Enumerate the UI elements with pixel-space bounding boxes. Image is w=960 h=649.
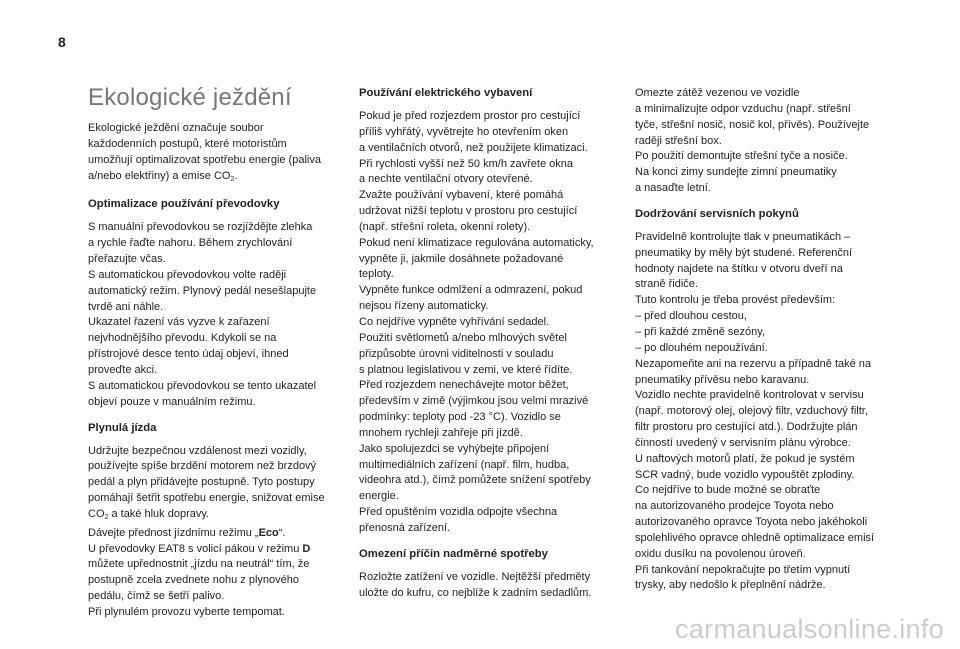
text-line: autorizovaného opravce Toyota nebo jakéhokoli	[635, 516, 868, 529]
column-2	[359, 86, 621, 601]
text-line: pneumatiky přívěsu nebo karavanu.	[635, 373, 810, 386]
text-line: teploty.	[359, 268, 394, 281]
text-line: videohra atd.), čímž pomůžete snížení spotřeby	[359, 474, 591, 487]
watermark: carmanualsonline.info	[675, 614, 944, 644]
list-item: – před dlouhou cestou,	[635, 310, 747, 323]
text-line: a nasaďte letní.	[635, 182, 711, 195]
text-line: Pravidelně kontrolujte tlak v pneumatikách –	[635, 230, 851, 243]
text-line: Při rychlosti vyšší než 50 km/h zavřete okna	[359, 157, 573, 170]
text-line: přenosná zařízení.	[359, 521, 451, 534]
text-line: Před opuštěním vozidla odpojte všechna	[359, 506, 558, 519]
text-line: nejvhodnějšího převodu. Kdykoli se na	[88, 332, 277, 345]
text-line: Udržujte bezpečnou vzdálenost mezi vozidly,	[88, 444, 307, 457]
list-item: – při každé změně sezóny,	[635, 325, 766, 338]
text-line: raději střešní box.	[635, 134, 722, 147]
text-line: Nezapomeňte ani na rezervu a případně také na	[635, 357, 872, 370]
text-line: udržovat nižší teplotu v prostoru pro cestující	[359, 205, 578, 218]
text-line: proveďte akci.	[88, 363, 158, 376]
text-line: energie.	[359, 490, 399, 503]
text-line: SCR vadný, bude vozidlo vypouštět zplodiny.	[635, 468, 855, 481]
text-line: každodenních postupů, které motoristům	[88, 137, 287, 150]
text-line: uložte do kufru, co nejblíže k zadním sedadlům.	[359, 586, 592, 599]
text-fragment: U převodovky EAT8 s volicí pákou v režimu	[88, 542, 303, 555]
intro-paragraph	[88, 121, 350, 187]
text-line: objeví pouze v manuálním režimu.	[88, 395, 256, 408]
section-heading-overconsumption: Omezení příčin nadměrné spotřeby	[359, 547, 548, 560]
text-line: a rychle řaďte nahoru. Během zrychlování	[88, 237, 293, 250]
text-line: Rozložte zatížení ve vozidle. Nejtěžší předměty	[359, 570, 591, 583]
list-item: – po dlouhém nepoužívání.	[635, 341, 768, 354]
text-line: Zvažte používání vybavení, které pomáhá	[359, 189, 564, 202]
text-line: spolehlivého opravce ohledně optimalizace emisí	[635, 531, 875, 544]
text-fragment: a také hluk dopravy.	[108, 507, 210, 520]
text-line: můžete upřednostnit „jízdu na neutrál“ tím, že	[88, 558, 310, 571]
overconsumption-paragraph-a	[359, 570, 621, 602]
text-fragment: CO	[88, 507, 105, 520]
text-line	[88, 542, 350, 558]
text-line: příliš vyhřátý, vyvětrejte ho otevřením oken	[359, 125, 569, 138]
page-number: 8	[58, 34, 66, 50]
section-heading-service: Dodržování servisních pokynů	[635, 207, 799, 220]
text-line: Pokud není klimatizace regulována automaticky,	[359, 236, 594, 249]
text-line: a minimalizujte odpor vzduchu (např. střešní	[635, 102, 851, 115]
text-line: S manuální převodovkou se rozjíždějte zlehka	[88, 221, 313, 234]
text-line	[88, 526, 350, 542]
service-paragraph	[635, 230, 897, 594]
text-line: tvrdě ani náhle.	[88, 300, 164, 313]
text-fragment: a/nebo elektřiny) a emise CO	[88, 169, 231, 182]
text-line: Vypněte funkce odmlžení a odmrazení, pokud	[359, 284, 583, 297]
text-fragment: “.	[278, 526, 286, 539]
text-line: U naftových motorů platí, že pokud je systém	[635, 452, 855, 465]
text-line: podmínky: teploty pod -23 °C). Vozidlo se	[359, 411, 561, 424]
text-line: a ventilačních otvorů, než použijete klimatizaci.	[359, 141, 588, 154]
overconsumption-paragraph-b	[635, 86, 897, 197]
column-1	[88, 84, 350, 621]
text-line: na autorizovaného prodejce Toyota nebo	[635, 500, 834, 513]
text-line	[88, 507, 350, 526]
text-line: pedálu, čímž se šetří palivo.	[88, 590, 225, 603]
text-fragment: Dávejte přednost jízdnímu režimu „	[88, 526, 259, 539]
text-line: S automatickou převodovkou se tento ukazatel	[88, 379, 317, 392]
text-line: činností uvedený v servisním plánu výrobce.	[635, 436, 851, 449]
text-line: Ekologické ježdění označuje soubor	[88, 122, 264, 134]
page-title: Ekologické ježdění	[88, 84, 292, 111]
text-line: Při plynulém provozu vyberte tempomat.	[88, 605, 285, 618]
text-line: Co nejdříve to bude možné se obraťte	[635, 484, 821, 497]
gearbox-paragraph	[88, 220, 350, 410]
text-line: mnohem rychleji zahřeje při jízdě.	[359, 426, 523, 439]
text-line: Vozidlo nechte pravidelně kontrolovat v servisu	[635, 389, 864, 402]
text-line: vypněte ji, jakmile dosáhnete požadované	[359, 252, 564, 265]
column-3	[635, 86, 897, 594]
text-line: postupně zcela zvednete nohu z plynového	[88, 574, 299, 587]
text-line: multimediálních zařízení (např. film, hudba,	[359, 458, 570, 471]
text-line: straně řidiče.	[635, 278, 698, 291]
text-line: tyče, střešní nosič, nosič kol, přívěs). Používejte	[635, 118, 870, 131]
section-heading-gearbox: Optimalizace používání převodovky	[88, 198, 280, 211]
text-line: nejsou řízeny automaticky.	[359, 300, 489, 313]
text-line: přístrojové desce tento údaj objeví, ihned	[88, 348, 289, 361]
text-line: hodnoty najdete na štítku v otvoru dveří na	[635, 262, 843, 275]
subscript: 2	[230, 175, 235, 183]
text-line: Co nejdříve vypněte vyhřívání sedadel.	[359, 315, 550, 328]
text-line: přizpůsobte úrovni viditelnosti v souladu	[359, 347, 554, 360]
text-line: a nechte ventilační otvory otevřené.	[359, 173, 533, 186]
section-heading-electric: Používání elektrického vybavení	[359, 87, 533, 99]
text-line: Omezte zátěž vezenou ve vozidle	[635, 87, 800, 99]
text-line: Použití světlometů a/nebo mlhových světel	[359, 331, 567, 344]
text-line: Ukazatel řazení vás vyzve k zařazení	[88, 316, 270, 329]
text-line: Na konci zimy sundejte zimní pneumatiky	[635, 166, 837, 179]
text-line: Pokud je před rozjezdem prostor pro cestující	[359, 110, 581, 122]
text-line: umožňují optimalizovat spotřebu energie (paliva	[88, 153, 321, 166]
text-line: filtr prostoru pro cestující atd.). Dodržujte plán	[635, 421, 858, 434]
text-line: především v zimě (výjimkou jsou velmi mrazivé	[359, 395, 589, 408]
text-line: Při tankování nepokračujte po třetím vypnutí	[635, 563, 851, 576]
text-line: Po použití demontujte střešní tyče a nosiče.	[635, 150, 848, 163]
text-line: s platnou legislativou v zemi, ve které řídíte.	[359, 363, 573, 376]
section-heading-smooth-driving: Plynulá jízda	[88, 421, 157, 434]
text-line: trysky, aby nedošlo k přeplnění nádrže.	[635, 579, 826, 592]
text-line	[88, 169, 350, 188]
smooth-driving-paragraph	[88, 444, 350, 621]
subscript: 2	[104, 513, 109, 521]
text-line: S automatickou převodovkou volte raději	[88, 268, 287, 281]
text-line: oxidu dusíku na povolenou úroveň.	[635, 547, 806, 560]
text-line: pomáhají šetřit spotřebu energie, snižovat emise	[88, 492, 325, 505]
text-line: Jako spolujezdci se vyhýbejte připojení	[359, 442, 550, 455]
text-line: pedál a plyn přidávejte postupně. Tyto postupy	[88, 476, 315, 489]
electric-paragraph	[359, 109, 621, 537]
text-line: (např. střešní roleta, okenní rolety).	[359, 220, 531, 233]
text-line: automatický režim. Plynový pedál nesešlapujte	[88, 284, 317, 297]
text-line: pneumatiky by měly být studené. Referenční	[635, 246, 853, 259]
text-line: Před rozjezdem nenechávejte motor běžet,	[359, 379, 569, 392]
bold-eco: Eco	[258, 526, 279, 539]
text-line: (např. motorový olej, olejový filtr, vzduchový filtr,	[635, 405, 868, 418]
text-line: Tuto kontrolu je třeba provést především:	[635, 294, 836, 307]
text-line: přeřazujte včas.	[88, 253, 166, 266]
text-fragment: .	[234, 169, 238, 182]
bold-d: D	[302, 542, 311, 555]
text-line: používejte spíše brzdění motorem než brzdový	[88, 460, 317, 473]
